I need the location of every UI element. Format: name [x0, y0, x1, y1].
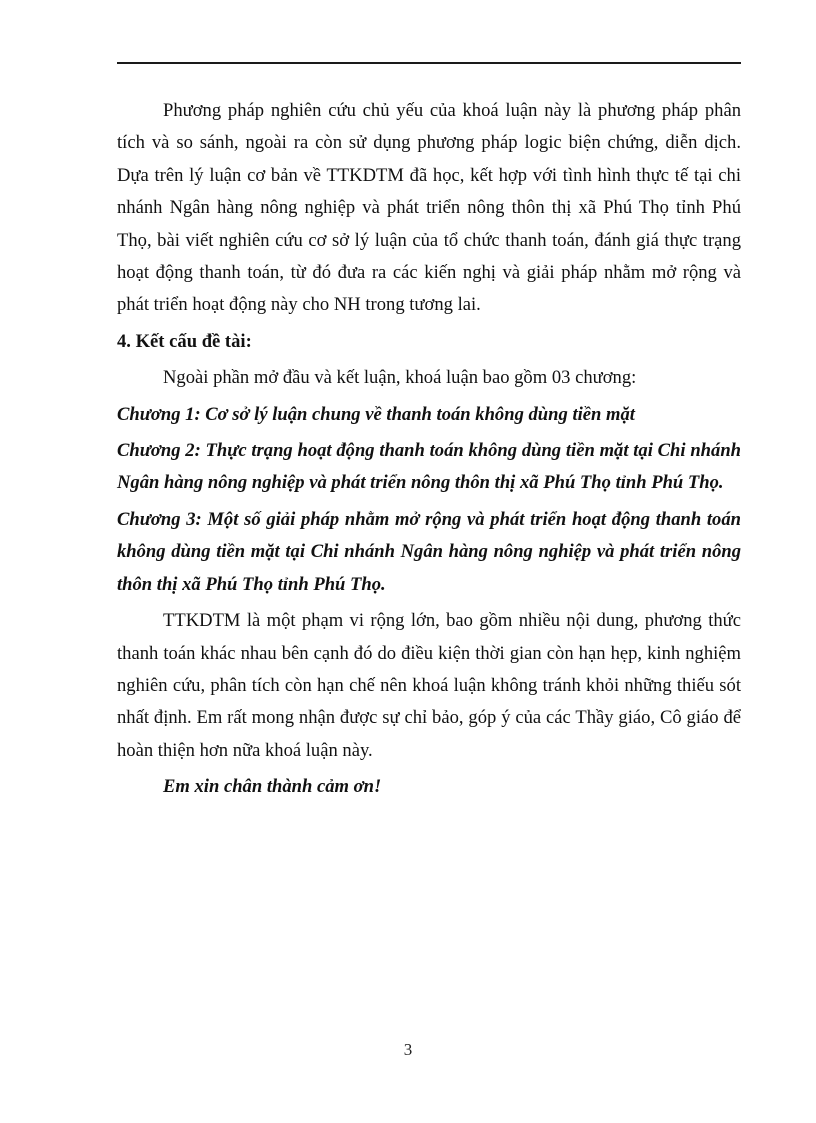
- page-body: [117, 95, 741, 804]
- chapter-1-title: Chương 1: Cơ sở lý luận chung về thanh toán không dùng tiền mặt: [117, 403, 635, 425]
- paragraph-closing: TTKDTM là một phạm vi rộng lớn, bao gồm nhiều nội dung, phương thức thanh toán khác nhau bên cạnh đó do điều kiện thời gian còn hạn hẹp, kinh nghiệm nghiên cứu, phân tích còn hạn chế nên khoá luận không tránh khỏi những thiếu sót nhất định. Em rất mong nhận được sự chỉ bảo, góp ý của các Thầy giáo, Cô giáo để hoàn thiện hơn nữa khoá luận này.: [117, 610, 741, 761]
- paragraph-research-methods: Phương pháp nghiên cứu chủ yếu của khoá luận này là phương pháp phân tích và so sánh, ngoài ra còn sử dụng phương pháp logic biện chứng, diễn dịch. Dựa trên lý luận cơ bản về TTKDTM đã học, kết hợp với tình hình thực tế tại chi nhánh Ngân hàng nông nghiệp và phát triển nông thôn thị xã Phú Thọ tỉnh Phú Thọ, bài viết nghiên cứu cơ sở lý luận của tổ chức thanh toán, đánh giá thực trạng hoạt động thanh toán, từ đó đưa ra các kiến nghị và giải pháp nhằm mở rộng và phát triển hoạt động này cho NH trong tương lai.: [117, 100, 741, 316]
- thanks-line: Em xin chân thành cảm ơn!: [163, 776, 382, 798]
- paragraph-structure-intro: Ngoài phần mở đầu và kết luận, khoá luận bao gồm 03 chương:: [163, 367, 637, 389]
- page-number: 3: [403, 1040, 413, 1059]
- chapter-2-title: Chương 2: Thực trạng hoạt động thanh toán không dùng tiền mặt tại Chi nhánh Ngân hàng nông nghiệp và phát triển nông thôn thị xã Phú Thọ tỉnh Phú Thọ.: [117, 440, 741, 494]
- header-rule: [117, 62, 741, 64]
- chapter-3-title: Chương 3: Một số giải pháp nhằm mở rộng và phát triển hoạt động thanh toán không dùng tiền mặt tại Chi nhánh Ngân hàng nông nghiệp và phát triển nông thôn thị xã Phú Thọ tỉnh Phú Thọ.: [117, 508, 741, 595]
- section-heading: 4. Kết cấu đề tài:: [117, 330, 252, 352]
